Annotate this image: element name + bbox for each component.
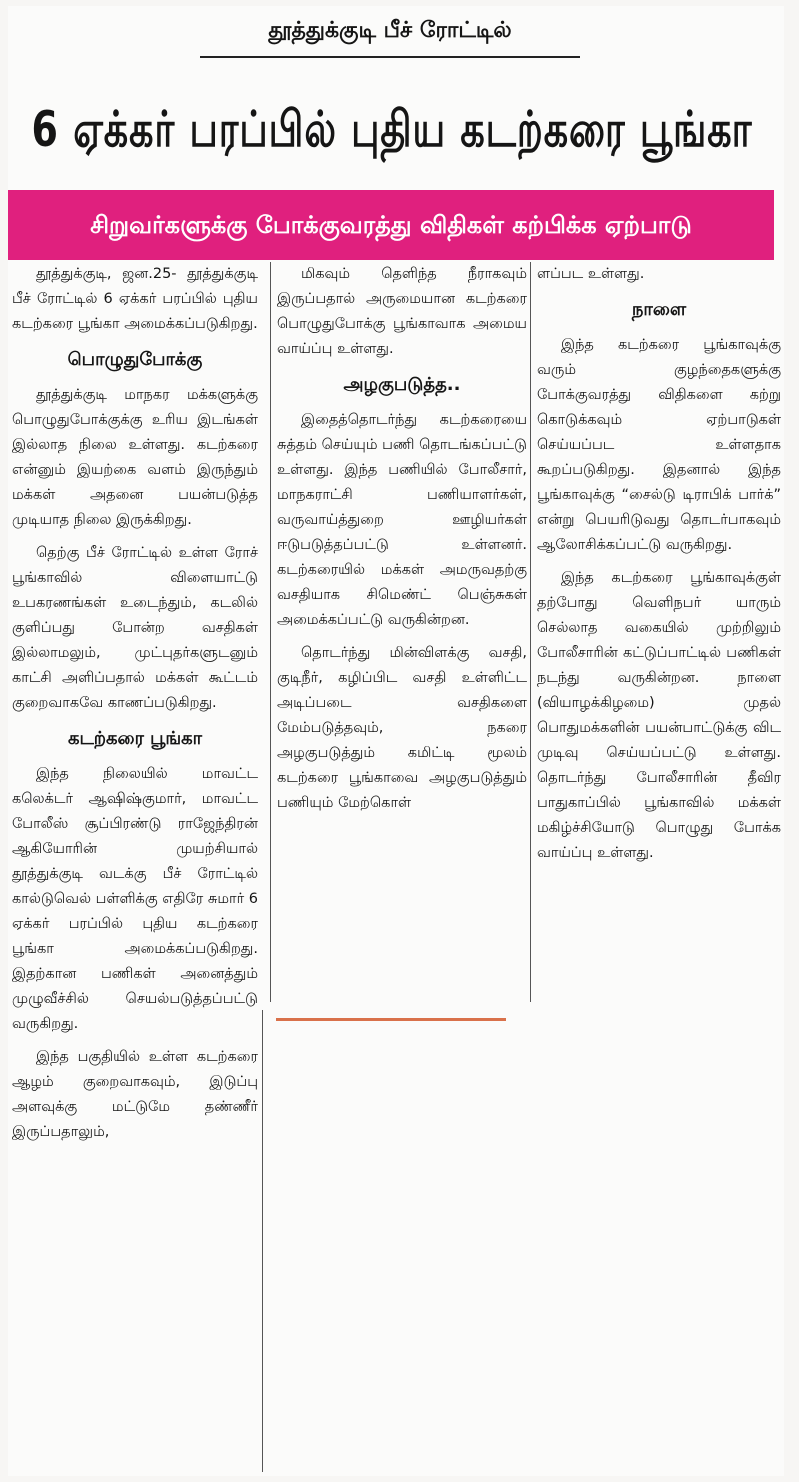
article-column-1: [12, 262, 258, 1472]
paragraph: தெற்கு பீச் ரோட்டில் உள்ள ரோச் பூங்காவில் விளையாட்டு உபகரணங்கள் உடைந்தும், கடலில் குளிப்பது போன்ற வசதிகள் இல்லாமலும், முட்புதர்களுடனும் காட்சி அளிப்பதால் மக்கள் கூட்டம் குறைவாகவே காணப்படுகிறது.: [12, 545, 258, 711]
paragraph: இந்த கடற்கரை பூங்காவுக்குள் தற்போது வெளிநபர் யாரும் செல்லாத வகையில் முற்றிலும் போலீசாரின் கட்டுப்பாட்டில் பணிகள் நடந்து வருகின்றன. நாளை (வியாழக்கிழமை) முதல் பொதுமக்களின் பயன்பாட்டுக்கு விட முடிவு செய்யப்பட்டு உள்ளது. தொடர்ந்து போலீசாரின் தீவிர பாதுகாப்பில் பூங்காவில் மக்கள் மகிழ்ச்சியோடு பொழுது போக்க வாய்ப்பு உள்ளது.: [537, 570, 781, 861]
article-column-2: [270, 262, 527, 1002]
paragraph: தொடர்ந்து மின்விளக்கு வசதி, குடிநீர், கழிப்பிட வசதி உள்ளிட்ட அடிப்படை வசதிகளை மேம்படுத்தவும், நகரை அழகுபடுத்தும் கமிட்டி மூலம் கடற்கரை பூங்காவை அழகுபடுத்தும் பணியும் மேற்கொள்: [277, 645, 527, 811]
paragraph: மிகவும் தெளிந்த நீராகவும் இருப்பதால் அருமையான கடற்கரை பொழுதுபோக்கு பூங்காவாக அமைய வாய்ப்பு உள்ளது.: [277, 266, 527, 357]
section-heading: அழகுபடுத்த..: [343, 374, 461, 395]
paragraph: இந்த நிலையில் மாவட்ட கலெக்டர் ஆஷிஷ்குமார், மாவட்ட போலீஸ் சூப்பிரண்டு ராஜேந்திரன் ஆகியோரின் முயற்சியால் தூத்துக்குடி வடக்கு பீச் ரோட்டில் கால்டுவெல் பள்ளிக்கு எதிரே சுமார் 6 ஏக்கர் பரப்பில் புதிய கடற்கரை பூங்கா அமைக்கப்படுகிறது. இதற்கான பணிகள் அனைத்தும் முழுவீச்சில் செயல்படுத்தப்பட்டு வருகிறது.: [12, 766, 258, 1032]
end-rule: [276, 1018, 506, 1021]
paragraph: ளப்பட உள்ளது.: [537, 266, 645, 282]
article-column-3: [530, 262, 781, 1002]
paragraph: தூத்துக்குடி, ஜன.25- தூத்துக்குடி பீச் ரோட்டில் 6 ஏக்கர் பரப்பில் புதிய கடற்கரை பூங்கா அமைக்கப்படுகிறது.: [12, 266, 258, 332]
section-heading: கடற்கரை பூங்கா: [67, 728, 203, 749]
paragraph: இந்த பகுதியில் உள்ள கடற்கரை ஆழம் குறைவாகவும், இடுப்பு அளவுக்கு மட்டுமே தண்ணீர் இருப்பதாலும்,: [12, 1049, 258, 1140]
kicker-heading: தூத்துக்குடி பீச் ரோட்டில்: [200, 10, 580, 58]
paragraph: தூத்துக்குடி மாநகர மக்களுக்கு பொழுதுபோக்குக்கு உரிய இடங்கள் இல்லாத நிலை உள்ளது. கடற்கரை என்னும் இயற்கை வளம் இருந்தும் மக்கள் அதனை பயன்படுத்த முடியாத நிலை இருக்கிறது.: [12, 387, 258, 528]
paragraph: இந்த கடற்கரை பூங்காவுக்கு வரும் குழந்தைகளுக்கு போக்குவரத்து விதிகளை கற்று கொடுக்கவும் ஏற்பாடுகள் செய்யப்பட உள்ளதாக கூறப்படுகிறது. இதனால் இந்த பூங்காவுக்கு “சைல்டு டிராபிக் பார்க்” என்று பெயரிடுவது தொடர்பாகவும் ஆலோசிக்கப்பட்டு வருகிறது.: [537, 337, 781, 553]
main-headline: 6 ஏக்கர் பரப்பில் புதிய கடற்கரை பூங்கா: [31, 100, 753, 158]
column-divider: [262, 1010, 263, 1472]
section-heading: பொழுதுபோக்கு: [67, 349, 203, 370]
paragraph: இதைத்தொடர்ந்து கடற்கரையை சுத்தம் செய்யும் பணி தொடங்கப்பட்டு உள்ளது. இந்த பணியில் போலீசார், மாநகராட்சி பணியாளர்கள், வருவாய்த்துறை ஊழியர்கள் ஈடுபடுத்தப்பட்டு உள்ளனர். கடற்கரையில் மக்கள் அமருவதற்கு வசதியாக சிமெண்ட் பெஞ்சுகள் அமைக்கப்பட்டு வருகின்றன.: [277, 412, 527, 628]
section-heading: நாளை: [631, 299, 687, 320]
subheadline-banner: சிறுவர்களுக்கு போக்குவரத்து விதிகள் கற்பிக்க ஏற்பாடு: [8, 190, 774, 260]
